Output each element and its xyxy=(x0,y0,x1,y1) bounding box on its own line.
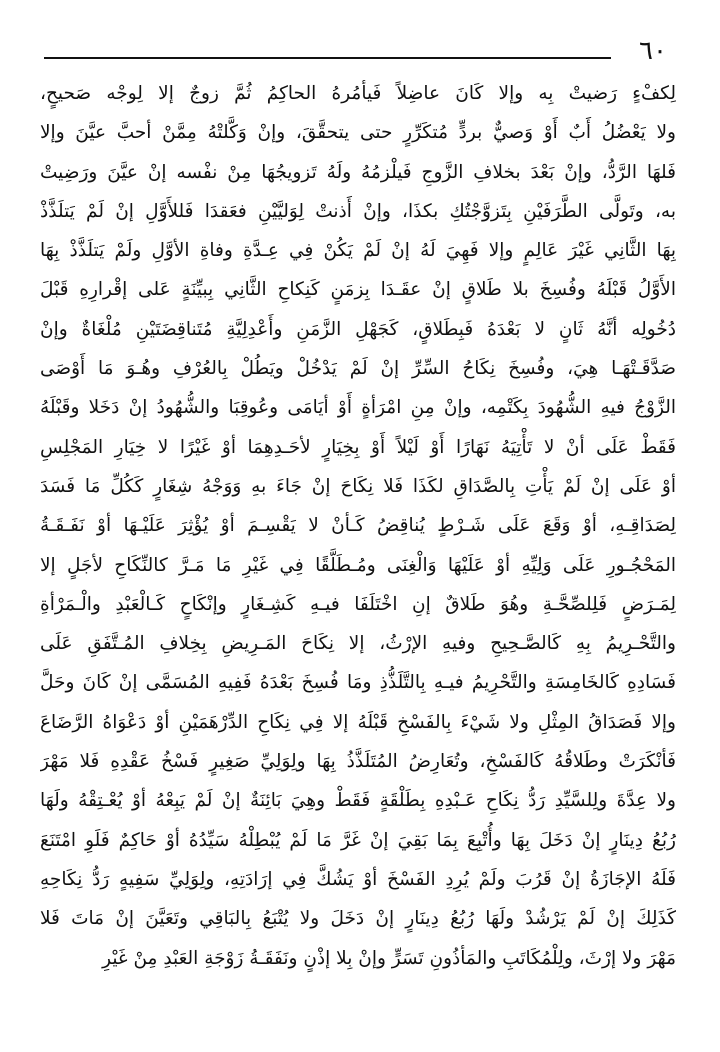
text-line: فَسَادِهِ كَالخَامِسَةِ والتَّحْرِيمُ فيـهِ بِالتَّلَذُّذِ ومَا فُسِخَ بَعْدَهُ فَفِيهِ المُسَمَّى إنْ كَانَ وحَلَّ xyxy=(40,672,676,694)
text-line: لِصَدَاقِـهِ، أوْ وَقَعَ عَلَى شَـرْطٍ يُناقِضُ كَـأنْ لا يَقْسِـمَ أوْ يُؤْثِرَ عَلَيْـهَا أوْ نَفَـقَـةُ xyxy=(40,515,676,537)
text-line: ولا يَعْضُلُ أَبٌ أَوْ وَصيٌّ بردٍّ مُتكَرِّرٍ حتى يتحقَّقَ، وإنْ وَكَّلتْهُ مِمَّنْ أحبَّ عيَّنَ وإلا xyxy=(40,122,676,144)
text-line: صَدَّقَـتْهَـا هِيَ، وفُسِخَ نِكَاحُ السِّرِّ إنْ لَمْ يَدْخُلْ ويَطُلْ بِالعُرْفِ وهُـوَ مَا أَوْصَى xyxy=(40,358,676,380)
text-line: فَأنْكَرَتْ وطَلاقُهُ كَالفَسْخِ، وتُعَارِضُ المُتَلَذَّذُ بِهَا ولِوَلِيِّ صَغِيرٍ فَسْخُ عَقْدِهِ فَلا مَهْرَ xyxy=(40,751,676,773)
text-line: لِمَـرَضٍ فَلِلصِّحَّـةِ وهُوَ طَلاقٌ إنِ اخْتَلَفَا فيـهِ كَشِـغَارٍ وإنْكَاحٍ كَـالْعَبْدِ والْـمَرْأةِ xyxy=(40,593,676,615)
text-line: بِهَا الثَّانِي غَيْرَ عَالِمٍ وإلا فَهِيَ لَهُ إنْ لَمْ يَكُنْ فِي عِـدَّةِ وفاةِ الأوَّلِ ولَمْ يَتلَذَّذْ بِهَا xyxy=(40,240,676,262)
text-line: لِكفْءٍ رَضيتْ بِه وإلا كَانَ عاضِلاً فَيأمُرهُ الحاكِمُ ثُمَّ زوجٌ إلا لِوجْه صَحيحٍ، xyxy=(40,83,676,104)
text-line: فَقَطْ عَلَى أنْ لا تَأْتِيَهُ نَهَارًا أَوْ لَيْلاً أَوْ بِخِيَارٍ لأحَـدِهِمَا أوْ غَيْرًا لا خِيَارِ المَجْلِسِ xyxy=(40,436,676,458)
text-line: مَهْرَ ولا إرْثَ، ولِلْمُكَاتَبِ والمَأذُونِ تَسَرٍّ وإنْ بِلا إذْنٍ ونَفَقَـةُ زَوْجَةِ العَبْدِ مِنْ غَيْرِ xyxy=(102,947,676,969)
text-line: الأَوَّلُ قَبْلَهُ وفُسِخَ بلا طَلاقٍ إنْ عقَـدَا بِزمَنٍ كَنِكاحِ الثَّانِي بِبيِّنَةٍ عَلى إقْرارِهِ قَبْلَ xyxy=(40,279,676,301)
text-line: وإلا فَصَدَاقُ المِثْلِ ولا شَيْءَ بِالفَسْخِ قَبْلَهُ إلا فِي نِكَاحِ الدِّرْهَمَيْنِ أوْ دَعْوَاهُ الرَّضَاعَ xyxy=(40,711,676,733)
text-line: الزَّوْجُ فيهِ الشُّهُودَ بِكَتْمِه، وإنْ مِنِ امْرَأةٍ أَوْ أيَامَى وعُوقِبَا والشُّهُودُ إنْ دَخَلا وقَبْلَهُ xyxy=(40,397,676,419)
text-line: دُخُولِه أنَّهُ ثَانٍ لا بَعْدَهُ فَبِطَلاقٍ، كَجَهْلِ الزَّمَنِ وأَعْدِلِيَّةِ مُتَناقِضَتَيْنِ مُلْغَاةٌ وإنْ xyxy=(40,318,676,340)
text-line: والتَّحْـرِيمُ بِهِ كَالصَّـحِيحِ وفيهِ الإرْثُ، إلا نِكَاحَ المَـرِيضِ بِخِلافِ المُـتَّفَقِ عَلَى xyxy=(40,633,676,655)
body-text xyxy=(40,74,676,1044)
text-line: كَذَلِكَ إنْ لَمْ يَرْشُدْ ولَهَا رُبُعُ دِينَارٍ إنْ دَخَلَ ولا يُتْبَعُ بِالبَاقِي وتَعَيَّنَ إنْ مَاتَ فَلا xyxy=(40,908,676,930)
text-line: رُبُعُ دِينَارٍ إنْ دَخَلَ بِهَا وأُتْبِعَ بِمَا بَقِيَ إنْ غَرَّ مَا لَمْ يُبْطِلْهُ سَيِّدُهُ أوْ حَاكِمٌ فَلَوِ امْتَنَعَ xyxy=(40,829,676,851)
header-rule xyxy=(44,57,611,59)
text-line: ولا عِدَّةَ ولِلسَّيِّدِ رَدُّ نِكَاحِ عَـبْدِهِ بِطَلْقَةٍ فَقَطْ وهِيَ بَائِنَةٌ إنْ لَمْ يَبِعْهُ أوْ يُعْـتِقْهُ ولَهَا xyxy=(40,790,676,812)
text-line: به، وتَولَّى الطَّرَفَيْنِ بِتَزوَّجْتُكِ بكذَا، وإنْ أَذنتْ لِوَليَّيْنِ فعَقدَا فَللأَوَّلِ إنْ لَمْ يَتلَذَّذْ xyxy=(40,200,676,222)
text-line: فَلَهُ الإجَازَةُ إنْ قَرُبَ ولَمْ يُرِدِ الفَسْخَ أوْ يَشُكَّ فِي إرَادَتِهِ، ولِوَلِيِّ سَفِيهٍ رَدُّ نِكَاحِهِ xyxy=(40,868,676,890)
text-line: فَلهَا الرَّدُّ، وإنْ بَعْدَ بخلافِ الزَّوجِ فَيلْزمُهُ ولَهُ تَزويجُهَا مِنْ نفْسه إنْ عيَّنَ ورَضِيتْ xyxy=(40,161,676,183)
text-line: المَحْجُـورِ عَلَى وَلِيِّهِ أوْ عَلَيْهَا وَالْغِنَى ومُـطَلَّقًا فِي غَيْرِ مَا مَـرَّ كالنِّكَاحِ لأجَلٍ إلا xyxy=(40,554,676,576)
text-line: أوْ عَلَى إنْ لَمْ يَأْتِ بِالصَّدَاقِ لكَذَا فَلا نِكَاحَ إنْ جَاءَ بهِ وَوَجْهُ شِغَارٍ كَكُلِّ مَا فَسَدَ xyxy=(40,475,676,497)
page-number: ٦٠ xyxy=(639,36,667,66)
